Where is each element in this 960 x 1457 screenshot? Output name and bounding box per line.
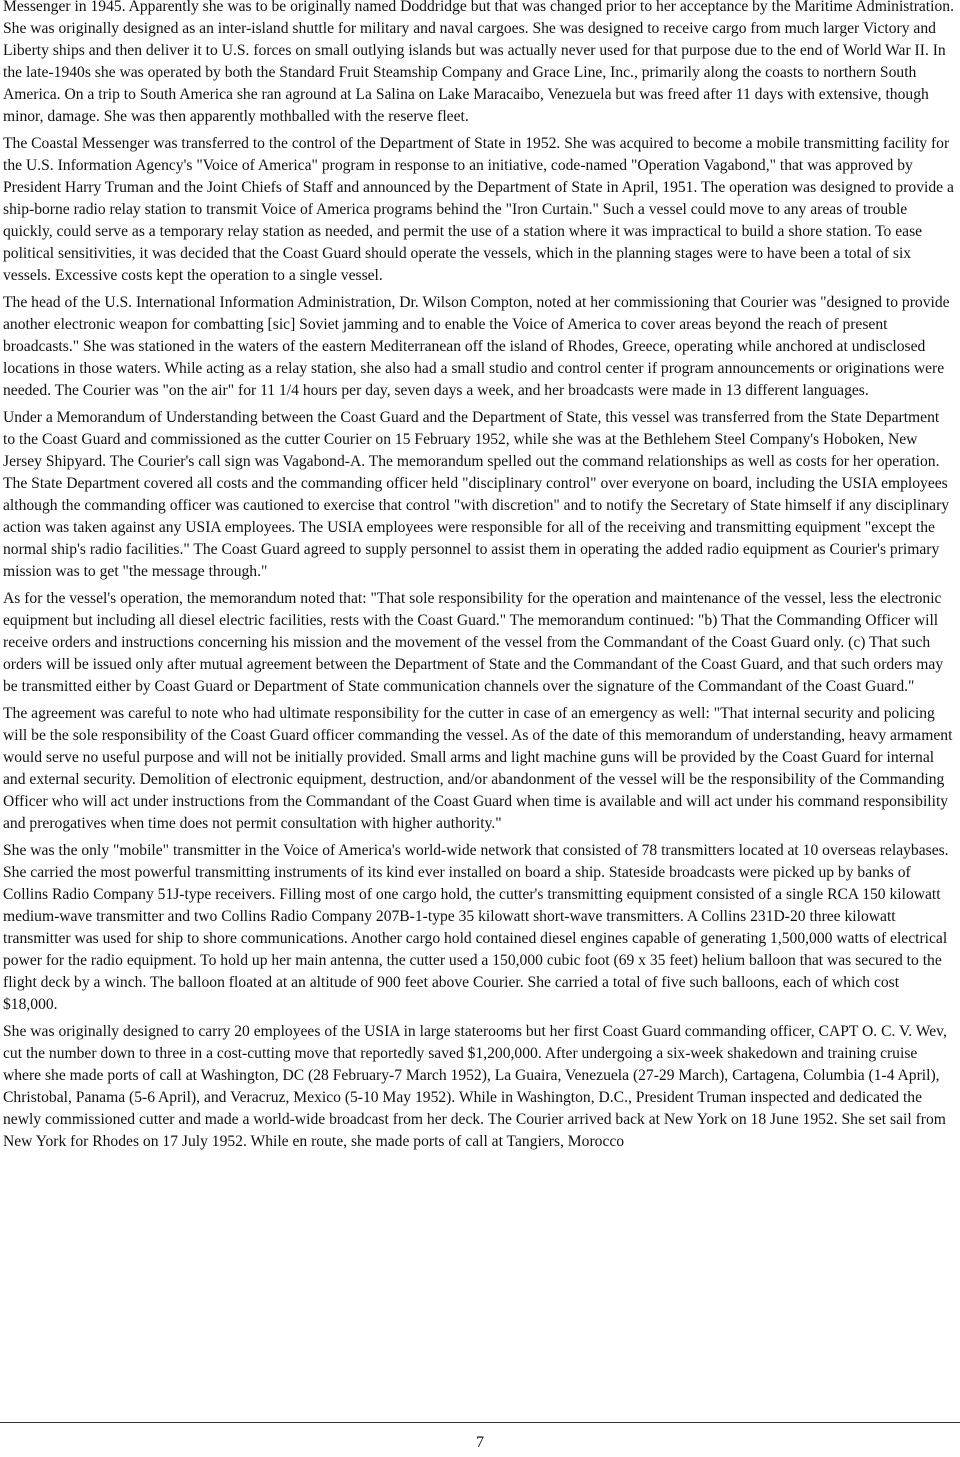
paragraph-memorandum-of-understanding: Under a Memorandum of Understanding between the Coast Guard and the Department of State, this vessel was transferred from the State Department to the Coast Guard and commissioned as the cutter Courier on 15 February 1952, while she was at the Bethlehem Steel Company's Hoboken, New Jersey Shipyard. The Courier's call sign was Vagabond-A. The memorandum spelled out the command relationships as well as costs for her operation. The State Department covered all costs and the commanding officer held "disciplinary control" over everyone on board, including the USIA employees although the commanding officer was cautioned to exercise that control "with discretion" and to notify the Secretary of State himself if any disciplinary action was taken against any USIA employees. The USIA employees were responsible for all of the receiving and transmitting equipment "except the normal ship's radio facilities." The Coast Guard agreed to supply personnel to assist them in operating the added radio equipment as Courier's primary mission was to get "the message through." [3,409,950,580]
paragraph-shakedown-cruise: She was originally designed to carry 20 employees of the USIA in large staterooms but her first Coast Guard commanding officer, CAPT O. C. V. Wev, cut the number down to three in a cost-cutting move that reportedly saved $1,200,000. After undergoing a six-week shakedown and training cruise where she made ports of call at Washington, DC (28 February-7 March 1952), La Guaira, Venezuela (27-29 March), Cartagena, Columbia (1-4 April), Christobal, Panama (5-6 April), and Veracruz, Mexico (5-10 May 1952). While in Washington, D.C., President Truman inspected and dedicated the newly commissioned cutter and made a world-wide broadcast from her deck. The Courier arrived back at New York on 18 June 1952. She set sail from New York for Rhodes on 17 July 1952. While en route, she made ports of call at Tangiers, Morocco [3,1023,947,1150]
paragraph-vessel-operation: As for the vessel's operation, the memorandum noted that: "That sole responsibility for the operation and maintenance of the vessel, less the electronic equipment but including all diesel electric facilities, rests with the Coast Guard." The memorandum continued: "b) That the Commanding Officer will receive orders and instructions concerning his mission and the movement of the vessel from the Commandant of the Coast Guard only. (c) That such orders will be issued only after mutual agreement between the Department of State and the Commandant of the Coast Guard, and that such orders may be transmitted either by Coast Guard or Department of State communication channels over the signature of the Commandant of the Coast Guard." [3,590,944,695]
paragraph-compton-commissioning: The head of the U.S. International Information Administration, Dr. Wilson Compton, noted at her commissioning that Courier was "designed to provide another electronic weapon for combatting [sic] Soviet jamming and to enable the Voice of America to cover areas beyond the reach of present broadcasts." She was stationed in the waters of the eastern Mediterranean off the island of Rhodes, Greece, operating while anchored at undisclosed locations in those waters. While acting as a relay station, she also had a small studio and control center if program announcements or originations were needed. The Courier was "on the air" for 11 1/4 hours per day, seven days a week, and her broadcasts were made in 13 different languages. [3,294,950,399]
footer-divider [0,1422,960,1423]
paragraph-emergency-responsibility: The agreement was careful to note who had ultimate responsibility for the cutter in case of an emergency as well: "That internal security and policing will be the sole responsibility of the Coast Guard officer commanding the vessel. As of the date of this memorandum of understanding, heavy armament would serve no useful purpose and will not be initially provided. Small arms and light machine guns will be provided by the Coast Guard for internal and external security. Demolition of electronic equipment, destruction, and/or abandonment of the vessel will be the responsibility of the Commanding Officer who will act under instructions from the Commandant of the Coast Guard when time is available and will act under his command responsibility and prerogatives when time does not permit consultation with higher authority." [3,705,953,832]
paragraph-state-department-transfer: The Coastal Messenger was transferred to the control of the Department of State in 1952. She was acquired to become a mobile transmitting facility for the U.S. Information Agency's "Voice of America" program in response to an initiative, code-named "Operation Vagabond," that was approved by President Harry Truman and the Joint Chiefs of Staff and announced by the Department of State in April, 1951. The operation was designed to provide a ship-borne radio relay station to transmit Voice of America programs behind the "Iron Curtain." Such a vessel could move to any areas of trouble quickly, could serve as a temporary relay station as needed, and permit the use of a station where it was impractical to build a shore station. To ease political sensitivities, it was decided that the Coast Guard should operate the vessels, which in the planning stages were to have been a total of six vessels. Excessive costs kept the operation to a single vessel. [3,135,954,284]
paragraph-messenger-history: Messenger in 1945. Apparently she was to be originally named Doddridge but that was changed prior to her acceptance by the Maritime Administration. She was originally designed as an inter-island shuttle for military and naval cargoes. She was designed to receive cargo from much larger Victory and Liberty ships and then deliver it to U.S. forces on small outlying islands but was actually never used for that purpose due to the end of World War II. In the late-1940s she was operated by both the Standard Fruit Steamship Company and Grace Line, Inc., primarily along the coasts to northern South America. On a trip to South America she ran aground at La Salina on Lake Maracaibo, Venezuela but was freed after 11 days with extensive, though minor, damage. She was then apparently mothballed with the reserve fleet. [3,0,954,125]
page-number: 7 [476,1434,484,1451]
paragraph-transmitting-equipment: She was the only "mobile" transmitter in the Voice of America's world-wide network that consisted of 78 transmitters located at 10 overseas relaybases. She carried the most powerful transmitting instruments of its kind ever installed on board a ship. Stateside broadcasts were picked up by banks of Collins Radio Company 51J-type receivers. Filling most of one cargo hold, the cutter's transmitting equipment consisted of a single RCA 150 kilowatt medium-wave transmitter and two Collins Radio Company 207B-1-type 35 kilowatt short-wave transmitters. A Collins 231D-20 three kilowatt transmitter was used for ship to shore communications. Another cargo hold contained diesel engines capable of generating 1,500,000 watts of electrical power for the radio equipment. To hold up her main antenna, the cutter used a 150,000 cubic foot (69 x 35 feet) helium balloon that was secured to the flight deck by a winch. The balloon floated at an altitude of 900 feet above Courier. She carried a total of five such balloons, each of which cost $18,000. [3,842,949,1013]
